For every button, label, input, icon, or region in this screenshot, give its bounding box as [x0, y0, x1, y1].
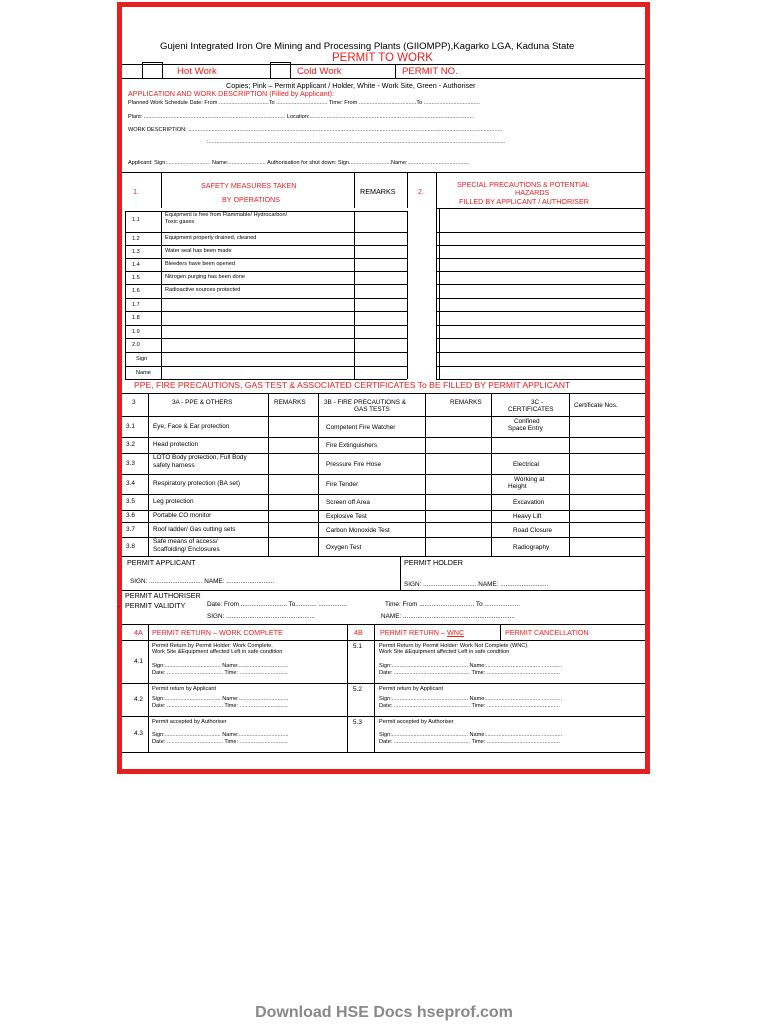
- certificate-number-field[interactable]: [571, 523, 643, 536]
- divider: [500, 624, 501, 640]
- safety-row-number: 1.6: [132, 288, 140, 294]
- ppe-col-certs: 3C -: [531, 399, 544, 406]
- divider: [354, 172, 355, 208]
- ppe-item: LOTO Body protection, Full Body: [153, 454, 247, 461]
- ppe-row-number: 3.2: [126, 441, 135, 448]
- fire-remarks-field[interactable]: [427, 511, 489, 521]
- ppe-item: Head protection: [153, 441, 199, 448]
- divider: [122, 416, 645, 417]
- work-description-line-2: :...............................................................................................................................................................................................: [207, 139, 506, 145]
- certificate-number-field[interactable]: [571, 538, 643, 555]
- divider: [161, 211, 162, 379]
- ppe-row-number: 3.4: [126, 480, 135, 487]
- wnc-row-description-2: Work Site &Equipment affected Left in safe condition: [379, 649, 510, 655]
- certificate-item: Excavation: [513, 499, 545, 506]
- return-row-number: 4.3: [134, 730, 143, 737]
- safety-row-number: 1.7: [132, 301, 140, 308]
- divider: [125, 379, 407, 380]
- ppe-row-number: 3.1: [126, 422, 135, 430]
- cold-work-label: Cold Work: [297, 66, 342, 77]
- divider: [125, 311, 407, 312]
- fire-remarks-field[interactable]: [427, 495, 489, 509]
- divider: [122, 716, 645, 717]
- divider: [125, 211, 126, 379]
- divider: [125, 258, 407, 259]
- special-precaution-field[interactable]: [438, 300, 643, 310]
- safety-row-remarks-field[interactable]: [356, 247, 405, 257]
- ppe-item: Eye, Face & Ear protection: [153, 422, 230, 430]
- divider: [436, 232, 645, 233]
- ppe-row-number: 3.3: [126, 459, 135, 467]
- wnc-sign-line: Sign:................................................. Name:................................... .............: [379, 696, 563, 702]
- certificate-number-field[interactable]: [571, 454, 643, 473]
- application-heading: APPLICATION AND WORK DESCRIPTION (Filled by Applicant):: [128, 89, 334, 98]
- safety-row-remarks-field[interactable]: [356, 340, 405, 351]
- return-date-line: Date: .................................... Time: ...............................: [152, 670, 288, 676]
- ppe-col-remarks-2: REMARKS: [450, 399, 482, 406]
- return-sign-line: Sign:.................................... Name:................................: [152, 732, 289, 738]
- divider: [436, 366, 645, 367]
- ppe-col-fire: 3B - FIRE PRECAUTIONS &: [324, 399, 407, 406]
- fire-remarks-field[interactable]: [427, 454, 489, 473]
- divider: [400, 556, 401, 590]
- return-row-description: Permit return by Applicant: [152, 686, 217, 692]
- divider: [374, 624, 375, 640]
- safety-row-remarks-field[interactable]: [356, 327, 405, 337]
- permit-applicant-label: PERMIT APPLICANT: [127, 558, 196, 567]
- divider: [125, 366, 407, 367]
- fire-precaution-item: Explosive Test: [326, 513, 367, 520]
- certificate-item: Electrical: [513, 460, 539, 468]
- special-precautions-title-2: HAZARDS: [515, 188, 550, 197]
- ppe-col-cert-nos: Certificate Nos.: [574, 402, 618, 409]
- divider: [347, 624, 348, 640]
- safety-row-number: 1.2: [132, 235, 140, 242]
- safety-row-text-2: Toxic gases: [165, 219, 195, 225]
- fire-precaution-item: Carbon Monoxide Test: [326, 526, 390, 534]
- safety-row-number: 1.3: [132, 248, 140, 255]
- divider: [122, 437, 645, 438]
- fire-remarks-field[interactable]: [427, 475, 489, 493]
- wnc-row-description: Permit Return by Permit Holder: Work Not Complete (WNC).: [379, 643, 529, 649]
- hot-work-checkbox[interactable]: [142, 62, 163, 79]
- fire-remarks-field[interactable]: [427, 538, 489, 555]
- ppe-col-others: 3A - PPE & OTHERS: [172, 399, 233, 406]
- permit-validity-label: PERMIT VALIDITY: [125, 601, 186, 610]
- divider: [125, 298, 407, 299]
- safety-row-remarks-field[interactable]: [356, 273, 405, 283]
- permit-holder-label: PERMIT HOLDER: [404, 558, 463, 567]
- divider: [436, 325, 645, 326]
- special-precaution-field[interactable]: [438, 273, 643, 283]
- wnc-sign-line: Sign:................................................. Name:................................... .............: [379, 732, 563, 738]
- fire-remarks-field[interactable]: [427, 417, 489, 436]
- divider: [125, 271, 407, 272]
- safety-row-remarks-field[interactable]: [356, 210, 405, 231]
- ppe-item: Roof ladder/ Gas cutting sets: [153, 525, 236, 533]
- special-precaution-field[interactable]: [438, 210, 643, 231]
- safety-row-text: Nitrogen purging has been done: [165, 273, 245, 280]
- divider: [436, 338, 645, 339]
- wnc-row-number: 5.2: [353, 686, 362, 693]
- wnc-date-line: Date: ................................................. Time: ...............................................: [379, 703, 560, 709]
- return-date-line: Date: .................................... Time: ...............................: [152, 739, 288, 745]
- divider: [407, 172, 408, 208]
- safety-measures-title-2: BY OPERATIONS: [222, 195, 281, 204]
- divider: [436, 245, 645, 246]
- wnc-row-number: 5.3: [353, 719, 362, 726]
- special-precaution-field[interactable]: [438, 234, 643, 244]
- safety-row-number: 1.5: [132, 274, 140, 281]
- safety-row-remarks-field[interactable]: [356, 368, 405, 378]
- fire-precaution-item: Fire Extinguishers: [326, 442, 378, 449]
- divider: [436, 258, 645, 259]
- divider: [354, 211, 355, 379]
- divider: [436, 311, 645, 312]
- return-row-number: 4.2: [134, 695, 143, 703]
- special-precaution-field[interactable]: [438, 313, 643, 324]
- safety-row-remarks-field[interactable]: [356, 260, 405, 270]
- company-name: Gujeni Integrated Iron Ore Mining and Processing Plants (GIIOMPP),Kagarko LGA, Kaduna State: [160, 41, 575, 52]
- certificate-item-2: Space Entry: [508, 425, 543, 432]
- validity-bullet: -: [118, 603, 121, 610]
- special-precaution-field[interactable]: [438, 286, 643, 297]
- return-wnc-title: [380, 628, 464, 637]
- divider: [122, 393, 645, 394]
- applicant-sign-line: SIGN: .............................. NAME: ...........................: [130, 578, 275, 585]
- return-row-description: Permit Return by Permit Holder: Work Complete.: [152, 643, 273, 649]
- ppe-remarks-field[interactable]: [270, 475, 316, 493]
- ppe-remarks-field[interactable]: [270, 417, 316, 436]
- ppe-remarks-field[interactable]: [270, 538, 316, 555]
- special-precaution-field[interactable]: [438, 368, 643, 378]
- certificate-number-field[interactable]: [571, 475, 643, 493]
- copies-note: Copies; Pink – Permit Applicant / Holder, White - Work Site, Green - Authoriser: [226, 81, 476, 90]
- return-row-description: Permit accepted by Authoriser: [152, 719, 227, 725]
- ppe-col-number: 3: [132, 399, 136, 406]
- special-precaution-field[interactable]: [438, 340, 643, 351]
- divider: [122, 78, 645, 79]
- permit-no-label: PERMIT NO.: [402, 66, 458, 77]
- certificate-item-2: Height: [508, 483, 527, 490]
- safety-row-text: Radioactive sources protected: [165, 287, 241, 293]
- special-precautions-title-3: FILLED BY APPLICANT / AUTHORISER: [459, 197, 589, 206]
- safety-row-text: Bleeders have been opened: [165, 260, 235, 267]
- divider: [436, 208, 645, 209]
- divider: [436, 208, 437, 379]
- special-precaution-field[interactable]: [438, 260, 643, 270]
- certificate-item: Radiography: [513, 543, 550, 551]
- fire-remarks-field[interactable]: [427, 438, 489, 452]
- divider: [439, 208, 440, 379]
- ppe-remarks-field[interactable]: [270, 511, 316, 521]
- plant-line: Plant: ........................................................................................... Location:..........................................................................................................: [128, 114, 475, 120]
- certificate-item: Heavy Lift: [513, 513, 542, 520]
- ppe-remarks-field[interactable]: [270, 438, 316, 452]
- fire-precaution-item: Screen off Area: [326, 499, 370, 506]
- fire-precaution-item: Fire Tender: [326, 481, 359, 488]
- safety-row-remarks-field[interactable]: [356, 313, 405, 324]
- divider: [148, 640, 149, 752]
- safety-row-number: 1.1: [132, 217, 140, 223]
- divider: [436, 284, 645, 285]
- validity-date-line: Date: From .......................... To............ ................: [207, 601, 347, 608]
- certificate-number-field[interactable]: [571, 417, 643, 436]
- ppe-col-fire-2: GAS TESTS: [354, 406, 390, 413]
- cold-work-checkbox[interactable]: [270, 62, 291, 79]
- return-wnc-title-text: PERMIT RETURN –: [380, 628, 447, 637]
- certificate-item: Confined: [514, 418, 540, 425]
- remarks-header: REMARKS: [360, 187, 396, 196]
- divider: [125, 338, 407, 339]
- divider: [122, 494, 645, 495]
- divider: [436, 379, 645, 380]
- safety-row-number: 1.8: [132, 315, 140, 321]
- divider: [125, 325, 407, 326]
- wnc-sign-line: Sign:................................................. Name:................................... .............: [379, 663, 563, 669]
- certificate-item: Road Closure: [513, 526, 553, 534]
- certificate-number-field[interactable]: [571, 438, 643, 452]
- validity-time-line: Time: From ............................... To ....................: [385, 601, 520, 608]
- safety-row-remarks-field[interactable]: [356, 286, 405, 297]
- wnc-row-number: 5.1: [353, 643, 362, 650]
- divider: [347, 640, 348, 752]
- authoriser-name-line: NAME: ...............................................................: [381, 613, 515, 620]
- divider: [436, 352, 645, 353]
- safety-row-number: Name: [136, 369, 151, 376]
- divider: [122, 683, 645, 684]
- ppe-row-number: 3.5: [126, 498, 135, 505]
- divider: [122, 522, 645, 523]
- return-work-complete-title: PERMIT RETURN – WORK COMPLETE: [152, 628, 283, 637]
- ppe-row-number: 3.8: [126, 542, 135, 550]
- safety-row-text: Water seal has been made: [165, 247, 232, 254]
- divider: [161, 172, 162, 208]
- return-sign-line: Sign:.................................... Name:................................: [152, 663, 289, 669]
- divider: [122, 624, 645, 625]
- return-date-line: Date: .................................... Time: ...............................: [152, 703, 288, 709]
- return-4a-number: 4A: [134, 628, 143, 637]
- divider: [122, 640, 645, 641]
- safety-row-remarks-field[interactable]: [356, 234, 405, 244]
- applicant-line: Applicant: Sign:............................ Name:........................ Authorisation for shut down: Sign...........................Name:........................................: [128, 160, 470, 166]
- wnc-date-line: Date: ................................................. Time: ...............................................: [379, 670, 560, 676]
- ppe-item: Leg protection: [153, 498, 194, 505]
- safety-row-remarks-field[interactable]: [356, 354, 405, 365]
- safety-row-number: 1.9: [132, 328, 140, 335]
- divider: [122, 172, 645, 173]
- divider: [436, 298, 645, 299]
- ppe-item: Portable CO monitor: [153, 512, 212, 519]
- divider: [125, 232, 407, 233]
- safety-row-text: Equipment is free from Flammable/ Hydrocarbon/: [165, 212, 288, 218]
- special-precaution-field[interactable]: [438, 354, 643, 365]
- special-precaution-field[interactable]: [438, 327, 643, 337]
- authoriser-sign-line: SIGN: ..................................................: [207, 613, 315, 620]
- return-wnc-abbrev: WNC: [446, 628, 465, 637]
- ppe-item-2: Scaffolding/ Enclosures: [153, 546, 220, 553]
- footer-watermark: Download HSE Docs hseprof.com: [255, 1004, 513, 1021]
- fire-precaution-item: Pressure Fire Hose: [326, 460, 382, 468]
- fire-precaution-item: Oxygen Test: [326, 543, 362, 551]
- fire-remarks-field[interactable]: [427, 523, 489, 536]
- ppe-item: Safe means of access/: [153, 538, 218, 545]
- safety-measures-title: SAFETY MEASURES TAKEN: [201, 181, 297, 190]
- ppe-col-certs-2: CERTIFICATES: [508, 406, 554, 413]
- safety-row-number: 1.4: [132, 261, 140, 268]
- divider: [125, 284, 407, 285]
- divider: [374, 640, 375, 752]
- ppe-row-number: 3.7: [126, 525, 135, 533]
- return-4b-number: 4B: [354, 628, 363, 637]
- fire-precaution-item: Competent Fire Watcher: [326, 423, 396, 431]
- safety-row-number: Sign: [136, 356, 148, 362]
- divider: [125, 245, 407, 246]
- wnc-row-description: Permit accepted by Authoriser: [379, 719, 454, 725]
- ppe-remarks-field[interactable]: [270, 523, 316, 536]
- return-sign-line: Sign:.................................... Name:................................: [152, 696, 289, 702]
- return-row-description-2: Work Site &Equipment affected Left in safe condition: [152, 649, 283, 655]
- certificate-number-field[interactable]: [571, 511, 643, 521]
- wnc-row-description: Permit return by Applicant: [379, 686, 444, 692]
- safety-row-number: 2.0: [132, 342, 140, 348]
- permit-authoriser-label: PERMIT AUTHORISER: [125, 591, 201, 600]
- ppe-item: Respiratory protection (BA set): [153, 480, 241, 487]
- divider: [122, 510, 645, 511]
- special-precaution-field[interactable]: [438, 247, 643, 257]
- divider: [125, 352, 407, 353]
- section2-number: 2.: [418, 187, 424, 196]
- work-description-line: WORK DESCRIPTION: ..........................................................................................................................................................................................................: [128, 127, 503, 133]
- hot-work-label: Hot Work: [177, 66, 217, 77]
- divider: [122, 64, 645, 65]
- wnc-date-line: Date: ................................................. Time: ...............................................: [379, 739, 560, 745]
- ppe-remarks-field[interactable]: [270, 454, 316, 473]
- special-precautions-title: SPECIAL PRECAUTIONS & POTENTIAL: [457, 180, 590, 189]
- permit-cancellation-title: PERMIT CANCELLATION: [505, 628, 589, 637]
- ppe-item-2: safety harness: [153, 462, 195, 469]
- divider: [407, 211, 408, 379]
- safety-row-remarks-field[interactable]: [356, 300, 405, 310]
- divider: [148, 624, 149, 640]
- divider: [436, 172, 437, 208]
- divider: [122, 474, 645, 475]
- work-schedule-line: Planned Work Schedule Date: From ................................To ................................. Time: From .....................................To ....................................: [128, 100, 480, 106]
- divider: [395, 64, 396, 78]
- divider: [122, 556, 645, 557]
- ppe-col-remarks: REMARKS: [274, 399, 306, 406]
- section1-number: 1.: [133, 187, 139, 196]
- ppe-heading: PPE, FIRE PRECAUTIONS, GAS TEST & ASSOCIATED CERTIFICATES To BE FILLED BY PERMIT APPLICANT: [134, 380, 571, 390]
- ppe-remarks-field[interactable]: [270, 495, 316, 509]
- certificate-item: Working at: [514, 476, 545, 483]
- holder-sign-line: SIGN: .............................. NAME: ...........................: [404, 581, 549, 588]
- divider: [122, 752, 645, 753]
- divider: [436, 271, 645, 272]
- safety-row-text: Equipment properly drained, cleaned: [165, 234, 257, 241]
- ppe-row-number: 3.6: [126, 512, 135, 519]
- document-title: PERMIT TO WORK: [332, 52, 433, 64]
- return-row-number: 4.1: [134, 657, 143, 665]
- certificate-number-field[interactable]: [571, 495, 643, 509]
